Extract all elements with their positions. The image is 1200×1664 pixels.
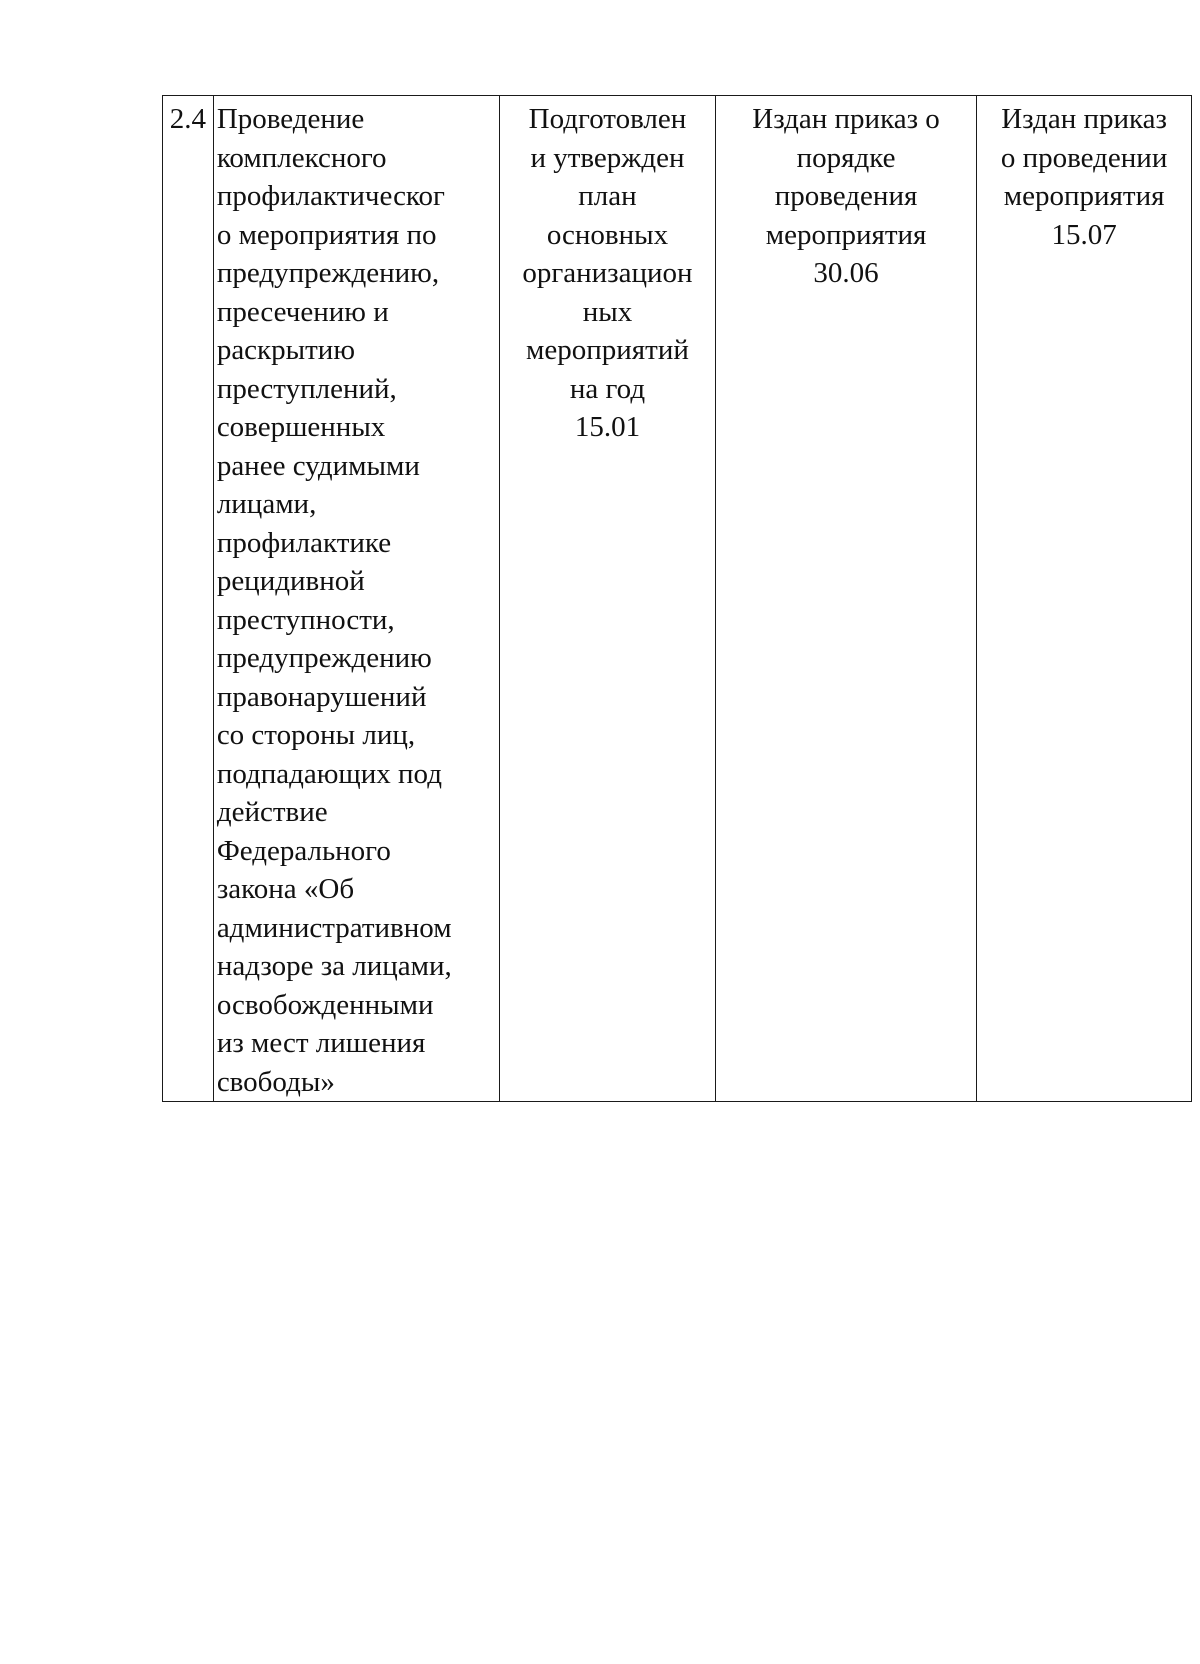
- third-result-cell: Издан приказ о проведении мероприятия 15.07: [977, 96, 1192, 1102]
- first-result-cell: Подготовлен и утвержден план основных организацион ных мероприятий на год 15.01: [500, 96, 716, 1102]
- events-table: [162, 95, 1192, 1102]
- row-number-cell: 2.4: [163, 96, 214, 1102]
- second-result-cell: Издан приказ о порядке проведения мероприятия 30.06: [715, 96, 976, 1102]
- event-description-cell: Проведение комплексного профилактическог о мероприятия по предупреждению, пресечению и раскрытию преступлений, совершенных ранее судимыми лицами, профилактике рецидивной преступности, предупреждению правонарушений со стороны лиц, подпадающих под действие Федерального закона «Об административном надзоре за лицами, освобожденными из мест лишения свободы»: [213, 96, 499, 1102]
- table-row: [163, 96, 1192, 1102]
